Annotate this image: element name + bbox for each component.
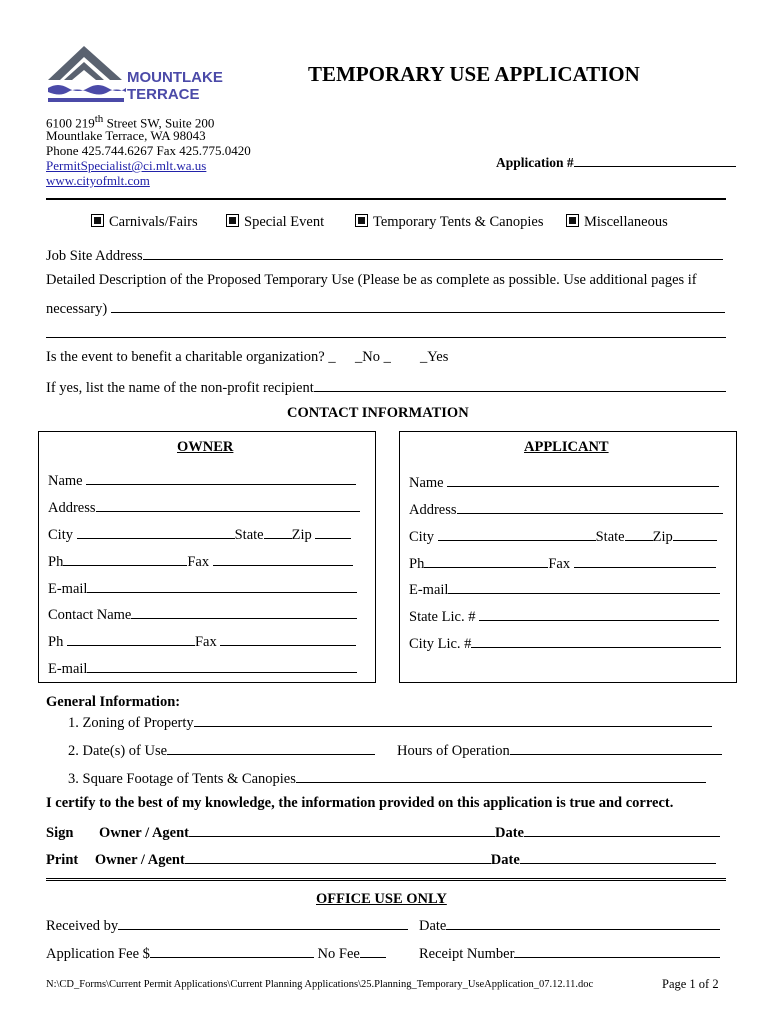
category-label: Miscellaneous — [584, 214, 668, 230]
applicant-city-lic-field[interactable] — [471, 633, 721, 648]
owner-address-field[interactable] — [96, 497, 360, 512]
owner-email2-field[interactable] — [87, 658, 357, 673]
charitable-no[interactable]: _No _ — [355, 349, 391, 365]
sign-date-field[interactable] — [524, 822, 720, 837]
applicant-address-row — [409, 499, 723, 519]
applicant-email-field[interactable] — [448, 579, 720, 594]
field-label: E-mail — [48, 661, 88, 677]
owner-heading: OWNER — [177, 439, 234, 455]
owner-agent-label: Owner / Agent — [94, 852, 185, 868]
owner-name-row — [48, 470, 356, 490]
checkbox-icon[interactable] — [355, 214, 368, 227]
zoning-field[interactable] — [194, 712, 712, 727]
applicant-phone-row — [409, 553, 716, 573]
applicant-email-row — [409, 579, 720, 599]
application-number-label: Application # — [496, 155, 574, 170]
owner-city-row — [48, 524, 351, 544]
checkbox-icon[interactable] — [226, 214, 239, 227]
owner-zip-field[interactable] — [315, 524, 351, 539]
certify-statement: I certify to the best of my knowledge, the information provided on this application is true and correct. — [46, 795, 674, 811]
no-fee-field[interactable] — [360, 943, 386, 958]
receipt-row — [419, 943, 720, 963]
website-link[interactable]: www.cityofmlt.com — [46, 173, 150, 188]
owner-city-field[interactable] — [77, 524, 235, 539]
page-title: TEMPORARY USE APPLICATION — [308, 62, 640, 86]
received-row — [46, 915, 408, 935]
field-label: Name — [409, 475, 444, 491]
description-field-2[interactable] — [46, 337, 726, 338]
field-label: City — [409, 529, 434, 545]
owner-phone2-row — [48, 631, 356, 651]
sqft-row — [68, 768, 706, 788]
owner-address-row — [48, 497, 360, 517]
owner-email-field[interactable] — [87, 578, 357, 593]
footer-path: N:\CD_Forms\Current Permit Applications\Current Planning Applications\25.Planning_Temporary_UseApplication_07.12.11.doc — [46, 979, 594, 990]
email-link[interactable]: PermitSpecialist@ci.mlt.wa.us — [46, 158, 207, 173]
charitable-yes[interactable]: _Yes — [420, 349, 449, 365]
nonprofit-row — [46, 377, 726, 397]
applicant-name-row — [409, 472, 719, 492]
header-divider — [46, 198, 726, 200]
sign-label: Sign — [46, 825, 74, 841]
application-number — [496, 152, 736, 171]
date-label: Date — [495, 825, 524, 841]
applicant-address-field[interactable] — [457, 499, 723, 514]
field-label: State — [234, 527, 264, 543]
applicant-city-lic-row — [409, 633, 721, 653]
owner-agent-label: Owner / Agent — [99, 825, 189, 841]
applicant-state-field[interactable] — [625, 526, 653, 541]
print-date-field[interactable] — [520, 849, 716, 864]
field-label: Ph — [409, 556, 425, 572]
field-label: Zip — [652, 529, 673, 545]
category-label: Special Event — [244, 214, 325, 230]
owner-phone2-field[interactable] — [67, 631, 195, 646]
charitable-question: Is the event to benefit a charitable organization? _ — [46, 349, 336, 365]
field-label: E-mail — [48, 581, 88, 597]
sqft-label: 3. Square Footage of Tents & Canopies — [68, 771, 296, 787]
fee-row — [46, 943, 386, 963]
footer-page: Page 1 of 2 — [662, 977, 719, 991]
fee-label: Application Fee $ — [46, 946, 150, 962]
dates-field[interactable] — [167, 740, 375, 755]
owner-name-field[interactable] — [86, 470, 356, 485]
date-label: Date — [490, 852, 520, 868]
owner-fax2-field[interactable] — [220, 631, 356, 646]
zoning-label: 1. Zoning of Property — [68, 715, 194, 731]
sqft-field[interactable] — [296, 768, 706, 783]
office-date-field[interactable] — [446, 915, 720, 930]
owner-phone-row — [48, 551, 353, 571]
received-field[interactable] — [118, 915, 408, 930]
field-label: Fax — [194, 634, 217, 650]
category-carnivals[interactable] — [91, 214, 198, 231]
category-label: Temporary Tents & Canopies — [373, 214, 544, 230]
field-label: Ph — [48, 554, 64, 570]
job-site-field[interactable] — [143, 245, 723, 260]
address-number: 6100 219 — [46, 115, 95, 131]
sign-field[interactable] — [189, 822, 495, 837]
owner-email-row — [48, 578, 357, 598]
nonprofit-label: If yes, list the name of the non-profit recipient — [46, 380, 314, 396]
checkbox-icon[interactable] — [566, 214, 579, 227]
applicant-state-lic-row — [409, 606, 719, 626]
nonprofit-field[interactable] — [314, 377, 726, 392]
applicant-city-row — [409, 526, 717, 546]
owner-contact-row — [48, 604, 357, 624]
description-line2: necessary) — [46, 301, 108, 317]
print-field[interactable] — [185, 849, 491, 864]
phone-fax: Phone 425.744.6267 Fax 425.775.0420 — [46, 143, 251, 158]
description-line1: Detailed Description of the Proposed Temporary Use (Please be as complete as possible. Use additional pages if — [46, 272, 697, 288]
receipt-label: Receipt Number — [419, 946, 515, 962]
description-row2 — [46, 298, 725, 318]
application-number-field[interactable] — [574, 152, 736, 167]
applicant-fax-field[interactable] — [574, 553, 716, 568]
field-label: Ph — [48, 634, 64, 650]
hours-field[interactable] — [510, 740, 722, 755]
field-label: E-mail — [409, 582, 449, 598]
fee-field[interactable] — [150, 943, 314, 958]
sign-row — [46, 822, 720, 842]
field-label: City — [48, 527, 73, 543]
logo-line1: MOUNTLAKE — [127, 69, 223, 86]
contact-heading: CONTACT INFORMATION — [287, 405, 469, 421]
owner-email2-row — [48, 658, 357, 678]
owner-state-field[interactable] — [264, 524, 292, 539]
owner-phone-field[interactable] — [63, 551, 187, 566]
category-tents[interactable] — [355, 214, 543, 231]
address-street: Street SW, Suite 200 — [103, 115, 215, 131]
applicant-state-lic-field[interactable] — [479, 606, 719, 621]
field-label: Zip — [291, 527, 312, 543]
field-label: State Lic. # — [409, 609, 476, 625]
hours-row — [397, 740, 722, 760]
address-line2: Mountlake Terrace, WA 98043 — [46, 128, 206, 143]
field-label: Fax — [548, 556, 571, 572]
print-row — [46, 849, 716, 869]
field-label: Name — [48, 473, 83, 489]
print-label: Print — [46, 852, 79, 868]
hours-label: Hours of Operation — [397, 743, 510, 759]
receipt-field[interactable] — [514, 943, 720, 958]
job-site-row — [46, 245, 723, 265]
no-fee-label: No Fee — [317, 946, 360, 962]
office-divider — [46, 878, 726, 881]
applicant-phone-field[interactable] — [424, 553, 548, 568]
field-label: Contact Name — [48, 607, 132, 623]
received-label: Received by — [46, 918, 119, 934]
logo — [46, 44, 236, 106]
applicant-city-field[interactable] — [438, 526, 596, 541]
description-field-1[interactable] — [111, 298, 725, 313]
mountain-logo-icon — [46, 44, 126, 106]
field-label: City Lic. # — [409, 636, 472, 652]
job-site-label: Job Site Address — [46, 248, 143, 264]
checkbox-icon[interactable] — [91, 214, 104, 227]
applicant-zip-field[interactable] — [673, 526, 717, 541]
field-label: Fax — [187, 554, 210, 570]
applicant-heading: APPLICANT — [524, 439, 609, 455]
owner-fax-field[interactable] — [213, 551, 353, 566]
owner-contact-field[interactable] — [131, 604, 357, 619]
field-label: Address — [409, 502, 457, 518]
applicant-name-field[interactable] — [447, 472, 719, 487]
category-special-event[interactable] — [226, 214, 324, 231]
general-heading: General Information: — [46, 694, 181, 710]
dates-label: 2. Date(s) of Use — [68, 743, 168, 759]
office-date-row — [419, 915, 720, 935]
office-date-label: Date — [419, 918, 447, 934]
office-heading: OFFICE USE ONLY — [316, 891, 447, 907]
zoning-row — [68, 712, 712, 732]
category-label: Carnivals/Fairs — [109, 214, 198, 230]
category-misc[interactable] — [566, 214, 668, 231]
field-label: State — [595, 529, 625, 545]
logo-line2: TERRACE — [127, 86, 200, 103]
dates-row — [68, 740, 375, 760]
field-label: Address — [48, 500, 96, 516]
address-suffix: th — [94, 113, 104, 125]
